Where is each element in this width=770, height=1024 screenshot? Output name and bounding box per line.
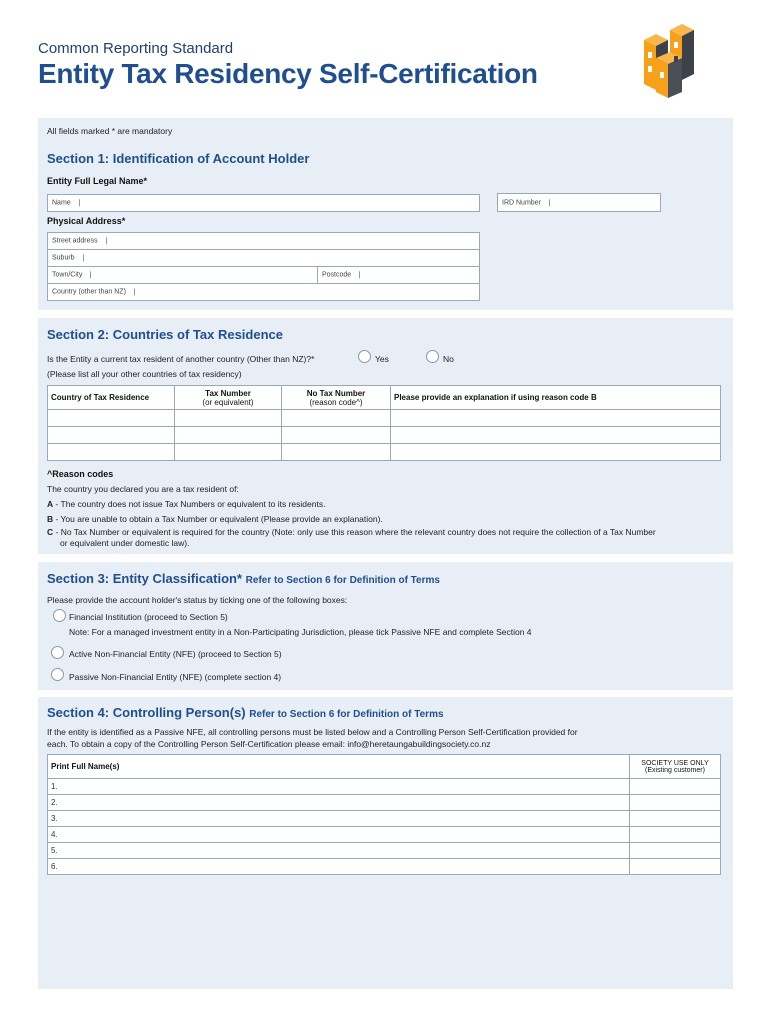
suburb-field[interactable] — [47, 249, 480, 267]
col-full-name-header: Print Full Name(s) — [48, 755, 630, 779]
town-city-field[interactable] — [47, 266, 318, 284]
table-row — [48, 811, 721, 827]
reason-code-cell[interactable] — [282, 427, 391, 444]
postcode-placeholder: Postcode — [322, 271, 360, 278]
passive-nfe-radio[interactable] — [51, 668, 64, 681]
country-cell[interactable] — [48, 444, 175, 461]
list-countries-note: (Please list all your other countries of tax residency) — [47, 369, 242, 379]
country-cell[interactable] — [48, 427, 175, 444]
tax-number-cell[interactable] — [175, 444, 282, 461]
society-use-cell — [630, 811, 721, 827]
name-row-cell[interactable]: 2. — [48, 795, 630, 811]
table-row — [48, 427, 721, 444]
society-use-cell — [630, 827, 721, 843]
col-explanation-header: Please provide an explanation if using reason code B — [391, 386, 721, 410]
society-use-cell — [630, 859, 721, 875]
section-3-heading: Section 3: Entity Classification* Refer to Section 6 for Definition of Terms — [47, 571, 440, 586]
active-nfe-radio[interactable] — [51, 646, 64, 659]
form-subtitle: Common Reporting Standard — [38, 40, 234, 57]
society-use-cell — [630, 779, 721, 795]
physical-address-label: Physical Address* — [47, 216, 126, 226]
active-nfe-label: Active Non-Financial Entity (NFE) (proceed to Section 5) — [69, 649, 282, 659]
name-row-cell[interactable]: 3. — [48, 811, 630, 827]
reason-intro: The country you declared you are a tax resident of: — [47, 484, 239, 494]
col-no-tax-header: No Tax Number (reason code^) — [282, 386, 391, 410]
section-1-heading: Section 1: Identification of Account Holder — [47, 151, 310, 166]
section-3-panel — [38, 562, 733, 690]
reason-c-continued: or equivalent under domestic law). — [60, 538, 190, 548]
country-field[interactable] — [47, 283, 480, 301]
section-1-panel — [38, 118, 733, 310]
table-row — [48, 444, 721, 461]
financial-institution-radio[interactable] — [53, 609, 66, 622]
society-use-cell — [630, 795, 721, 811]
ird-number-field[interactable] — [497, 193, 661, 212]
name-placeholder: Name — [52, 199, 80, 206]
street-address-field[interactable] — [47, 232, 480, 250]
table-header-row — [48, 386, 721, 410]
reason-code-cell[interactable] — [282, 410, 391, 427]
table-row — [48, 795, 721, 811]
page-title: Entity Tax Residency Self-Certification — [38, 58, 538, 89]
postcode-field[interactable] — [317, 266, 480, 284]
table-row — [48, 827, 721, 843]
section-2-heading: Section 2: Countries of Tax Residence — [47, 327, 283, 342]
reason-b: B - You are unable to obtain a Tax Number or equivalent (Please provide an explanation). — [47, 514, 383, 524]
passive-nfe-label: Passive Non-Financial Entity (NFE) (complete section 4) — [69, 672, 282, 682]
reason-a: A - The country does not issue Tax Numbers or equivalent to its residents. — [47, 499, 326, 509]
no-radio[interactable] — [426, 350, 439, 363]
explanation-cell[interactable] — [391, 444, 721, 461]
name-field[interactable] — [47, 194, 480, 212]
name-row-cell[interactable]: 6. — [48, 859, 630, 875]
name-row-cell[interactable]: 4. — [48, 827, 630, 843]
section-2-panel — [38, 318, 733, 554]
name-row-cell[interactable]: 1. — [48, 779, 630, 795]
reason-codes-heading: ^Reason codes — [47, 469, 114, 479]
legal-name-label: Entity Full Legal Name* — [47, 176, 148, 186]
yes-radio[interactable] — [358, 350, 371, 363]
col-country-header: Country of Tax Residence — [48, 386, 175, 410]
tax-number-cell[interactable] — [175, 427, 282, 444]
town-placeholder: Town/City — [52, 271, 91, 278]
yes-label: Yes — [375, 354, 389, 364]
society-logo — [636, 18, 702, 100]
table-header-row — [48, 755, 721, 779]
col-tax-number-header: Tax Number (or equivalent) — [175, 386, 282, 410]
managed-investment-note: Note: For a managed investment entity in a Non-Participating Jurisdiction, please tick Passive NFE and complete Section 4 — [69, 627, 532, 637]
controlling-intro-line1: If the entity is identified as a Passive NFE, all controlling persons must be listed below and a Controlling Person Self-Certification provided for — [47, 727, 578, 737]
section-4-heading: Section 4: Controlling Person(s) Refer to Section 6 for Definition of Terms — [47, 705, 444, 720]
table-row — [48, 843, 721, 859]
ird-number-placeholder: IRD Number — [502, 199, 550, 206]
country-placeholder: Country (other than NZ) — [52, 288, 135, 295]
tax-residence-table — [47, 385, 721, 461]
controlling-intro-line2: each. To obtain a copy of the Controlling Person Self-Certification please email: info@heretaungabuildingsociety.co.nz — [47, 739, 491, 749]
financial-institution-label: Financial Institution (proceed to Section 5) — [69, 612, 228, 622]
tax-number-cell[interactable] — [175, 410, 282, 427]
controlling-persons-table — [47, 754, 721, 875]
table-row — [48, 410, 721, 427]
col-society-use-header: SOCIETY USE ONLY (Existing customer) — [630, 755, 721, 779]
reason-code-cell[interactable] — [282, 444, 391, 461]
mandatory-note: All fields marked * are mandatory — [47, 126, 173, 136]
residency-question: Is the Entity a current tax resident of another country (Other than NZ)?* — [47, 354, 315, 364]
suburb-placeholder: Suburb — [52, 254, 84, 261]
name-row-cell[interactable]: 5. — [48, 843, 630, 859]
classification-instruction: Please provide the account holder's status by ticking one of the following boxes: — [47, 595, 348, 605]
explanation-cell[interactable] — [391, 410, 721, 427]
country-cell[interactable] — [48, 410, 175, 427]
reason-c: C - No Tax Number or equivalent is required for the country (Note: only use this reason where the relevant country does not require the collection of a Tax Number — [47, 527, 656, 537]
table-row — [48, 779, 721, 795]
street-placeholder: Street address — [52, 237, 107, 244]
no-label: No — [443, 354, 454, 364]
explanation-cell[interactable] — [391, 427, 721, 444]
society-use-cell — [630, 843, 721, 859]
table-row — [48, 859, 721, 875]
section-4-panel — [38, 697, 733, 989]
